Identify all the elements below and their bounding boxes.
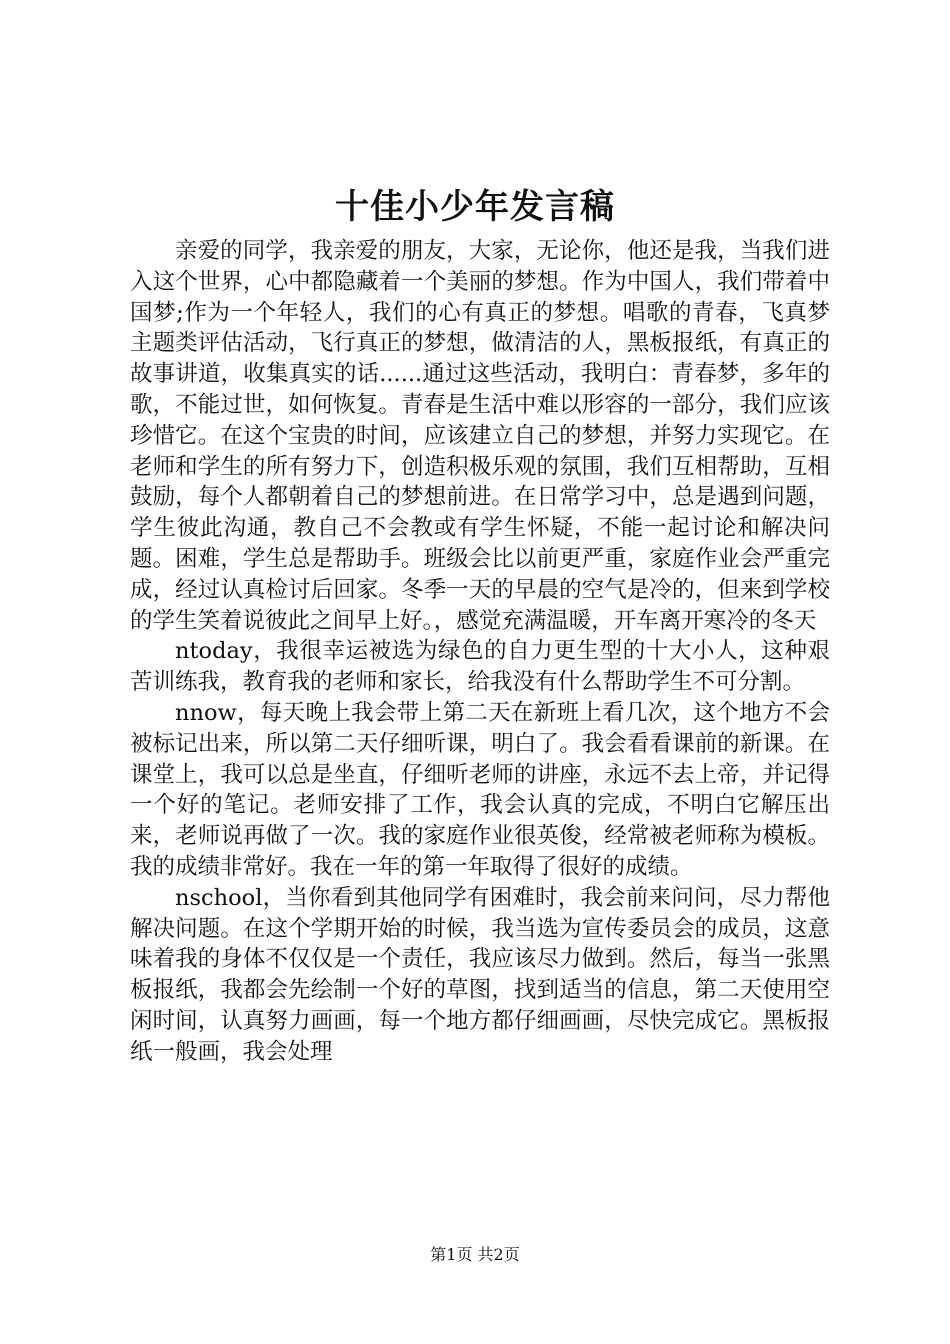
document-title: 十佳小少年发言稿 bbox=[335, 187, 615, 227]
paragraph-4: nschool，当你看到其他同学有困难时，我会前来问问，尽力帮他解决问题。在这个学期开始的时候，我当选为宣传委员会的成员，这意味着我的身体不仅仅是一个责任，我应该尽力做到。然后，每当一张黑板报纸，我都会先绘制一个好的草图，找到适当的信息，第二天使用空闲时间，认真努力画画，每一个地方都仔细画画，尽快完成它。黑板报纸一般画，我会处理 bbox=[130, 884, 830, 1065]
document-body bbox=[130, 236, 830, 1068]
paragraph-3: nnow，每天晚上我会带上第二天在新班上看几次，这个地方不会被标记出来，所以第二天仔细听课，明白了。我会看看课前的新课。在课堂上，我可以总是坐直，仔细听老师的讲座，永远不去上帝，并记得一个好的笔记。老师安排了工作，我会认真的完成，不明白它解压出来，老师说再做了一次。我的家庭作业很英俊，经常被老师称为模板。我的成绩非常好。我在一年的第一年取得了很好的成绩。 bbox=[130, 699, 830, 880]
page-footer: 第1页 共2页 bbox=[430, 1245, 520, 1264]
paragraph-1: 亲爱的同学，我亲爱的朋友，大家，无论你，他还是我，当我们进入这个世界，心中都隐藏着一个美丽的梦想。作为中国人，我们带着中国梦;作为一个年轻人，我们的心有真正的梦想。唱歌的青春，飞真梦主题类评估活动，飞行真正的梦想，做清洁的人，黑板报纸，有真正的故事讲道，收集真实的话......通过这些活动，我明白：青春梦，多年的歌，不能过世，如何恢复。青春是生活中难以形容的一部分，我们应该珍惜它。在这个宝贵的时间，应该建立自己的梦想，并努力实现它。在老师和学生的所有努力下，创造积极乐观的氛围，我们互相帮助，互相鼓励，每个人都朝着自己的梦想前进。在日常学习中，总是遇到问题，学生彼此沟通，教自己不会教或有学生怀疑，不能一起讨论和解决问题。困难，学生总是帮助手。班级会比以前更严重，家庭作业会严重完成，经过认真检讨后回家。冬季一天的早晨的空气是冷的，但来到学校的学生笑着说彼此之间早上好。，感觉充满温暖，开车离开寒冷的冬天 bbox=[130, 238, 830, 634]
paragraph-2: ntoday，我很幸运被选为绿色的自力更生型的十大小人，这种艰苦训练我，教育我的老师和家长，给我没有什么帮助学生不可分割。 bbox=[130, 638, 830, 696]
